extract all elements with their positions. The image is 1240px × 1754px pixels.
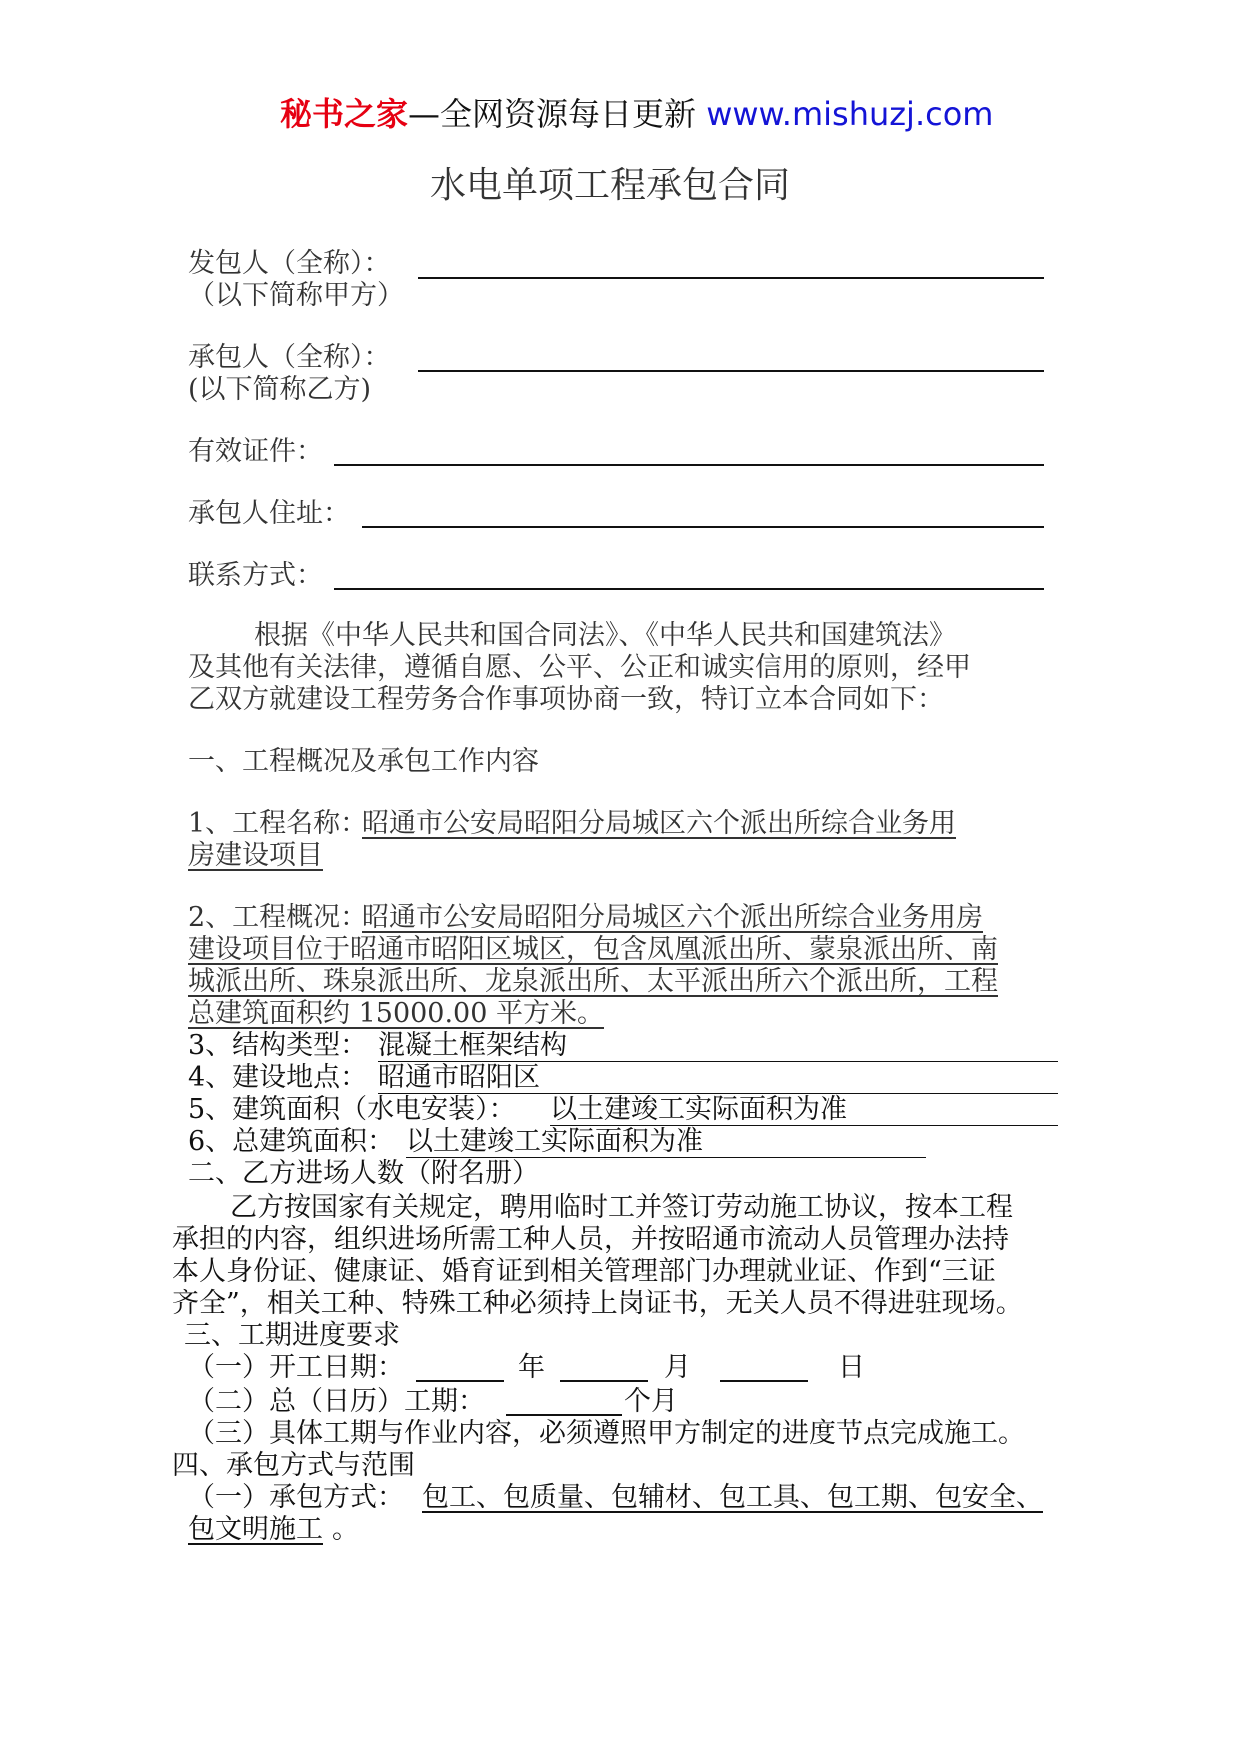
total-area-value: 以土建竣工实际面积为准 xyxy=(406,1126,703,1157)
contractor-note: (以下简称乙方) xyxy=(188,374,372,405)
building-area-value: 以土建竣工实际面积为准 xyxy=(550,1094,847,1125)
duration-unit: 个月 xyxy=(624,1386,678,1417)
address-label: 承包人住址： xyxy=(188,498,350,529)
header-banner xyxy=(280,94,993,134)
start-month-label: 月 xyxy=(664,1352,691,1383)
contact-blank[interactable] xyxy=(334,588,1044,590)
employer-note: （以下简称甲方） xyxy=(188,280,404,311)
total-area-label: 6、总建筑面积： xyxy=(188,1126,395,1157)
project-name-value: 昭通市公安局昭阳分局城区六个派出所综合业务用 xyxy=(362,808,956,839)
header-tagline: —全网资源每日更新 xyxy=(408,95,707,133)
address-blank[interactable] xyxy=(362,526,1044,528)
document-title: 水电单项工程承包合同 xyxy=(430,165,791,206)
contact-label: 联系方式： xyxy=(188,560,323,591)
preamble-line-3: 乙双方就建设工程劳务合作事项协商一致，特订立本合同如下： xyxy=(188,684,944,715)
contractor-blank[interactable] xyxy=(418,370,1044,372)
brand-name: 秘书之家 xyxy=(280,95,409,133)
project-name-label: 1、工程名称： xyxy=(188,808,368,839)
section2-line-1: 乙方按国家有关规定，聘用临时工并签订劳动施工协议，按本工程 xyxy=(230,1192,1013,1223)
contractor-label: 承包人（全称）： xyxy=(188,342,391,373)
duration-blank[interactable] xyxy=(506,1414,622,1416)
section1-heading: 一、工程概况及承包工作内容 xyxy=(188,746,539,777)
start-year-blank[interactable] xyxy=(416,1380,504,1382)
employer-blank[interactable] xyxy=(418,277,1044,279)
preamble-line-2: 及其他有关法律，遵循自愿、公平、公正和诚实信用的原则，经甲 xyxy=(188,652,971,683)
site-url[interactable]: www.mishuzj.com xyxy=(706,95,994,133)
contract-method-value-cont: 包文明施工 xyxy=(188,1514,323,1545)
project-overview-label: 2、工程概况： xyxy=(188,902,368,933)
section3-item3: （三）具体工期与作业内容，必须遵照甲方制定的进度节点完成施工。 xyxy=(188,1418,1025,1449)
section2-heading: 二、乙方进场人数（附名册） xyxy=(188,1158,539,1189)
project-overview-value: 昭通市公安局昭阳分局城区六个派出所综合业务用房 xyxy=(362,902,983,933)
start-year-label: 年 xyxy=(518,1352,545,1383)
section4-heading: 四、承包方式与范围 xyxy=(172,1450,415,1481)
section3-heading: 三、工期进度要求 xyxy=(184,1320,400,1351)
project-name-value-cont: 房建设项目 xyxy=(188,840,323,871)
section2-line-4: 齐全”，相关工种、特殊工种必须持上岗证书，无关人员不得进驻现场。 xyxy=(172,1288,1023,1319)
start-month-blank[interactable] xyxy=(560,1380,648,1382)
project-overview-line-2: 建设项目位于昭通市昭阳区城区，包含凤凰派出所、蒙泉派出所、南 xyxy=(188,934,998,965)
contract-method-value: 包工、包质量、包辅材、包工具、包工期、包安全、 xyxy=(422,1482,1043,1513)
id-blank[interactable] xyxy=(334,464,1044,466)
contract-method-end: 。 xyxy=(332,1514,359,1545)
section2-line-3: 本人身份证、健康证、婚育证到相关管理部门办理就业证、作到“三证 xyxy=(172,1256,996,1287)
structure-type-label: 3、结构类型： xyxy=(188,1030,368,1061)
location-value: 昭通市昭阳区 xyxy=(378,1062,540,1093)
location-label: 4、建设地点： xyxy=(188,1062,368,1093)
structure-type-value: 混凝土框架结构 xyxy=(378,1030,567,1061)
contract-method-label: （一）承包方式： xyxy=(188,1482,404,1513)
project-overview-line-4: 总建筑面积约 15000.00 平方米。 xyxy=(188,998,604,1029)
start-day-blank[interactable] xyxy=(720,1380,808,1382)
start-day-label: 日 xyxy=(838,1352,865,1383)
id-label: 有效证件： xyxy=(188,436,323,467)
employer-label: 发包人（全称）： xyxy=(188,248,391,279)
building-area-label: 5、建筑面积（水电安装）： xyxy=(188,1094,516,1125)
preamble-line-1: 根据《中华人民共和国合同法》、《中华人民共和国建筑法》 xyxy=(254,620,956,651)
start-date-label: （一）开工日期： xyxy=(188,1352,404,1383)
duration-label: （二）总（日历）工期： xyxy=(188,1386,485,1417)
project-overview-line-3: 城派出所、珠泉派出所、龙泉派出所、太平派出所六个派出所，工程 xyxy=(188,966,998,997)
section2-line-2: 承担的内容，组织进场所需工种人员，并按昭通市流动人员管理办法持 xyxy=(172,1224,1009,1255)
